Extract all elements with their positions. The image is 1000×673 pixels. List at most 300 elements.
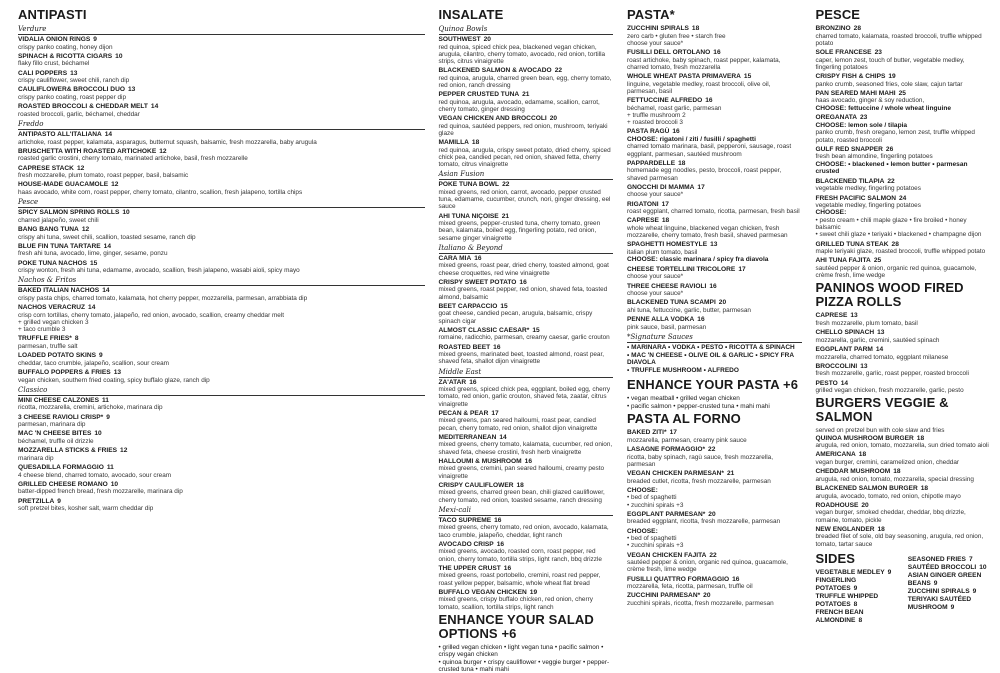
side-name: SEASONED FRIES: [907, 555, 966, 563]
item-description: breaded cutlet, ricotta, fresh mozzarelle, parmesan: [627, 477, 771, 485]
menu-item: [439, 327, 614, 342]
side-item: [816, 569, 894, 577]
item-price: 18: [691, 25, 700, 32]
item-price: 21: [501, 212, 510, 220]
item-description: crispy panko coating, roast pepper dip: [18, 93, 126, 101]
item-name: LASAGNE FORMAGGIO*: [627, 445, 706, 453]
item-name: PASTA RAGÙ: [627, 128, 670, 136]
menu-item: [439, 139, 614, 168]
item-price: 16: [709, 282, 717, 290]
item-price: 11: [106, 463, 114, 471]
item-name-line: [816, 49, 991, 57]
side-item: [816, 609, 894, 625]
menu-item: [627, 429, 802, 444]
item-price: 22: [554, 67, 563, 75]
subsection-title: Nachos & Fritos: [18, 276, 425, 286]
item-name: WHOLE WHEAT PASTA PRIMAVERA: [627, 73, 741, 80]
item-option: + taco crumble 3: [18, 326, 66, 334]
item-name: GULF RED SNAPPER: [815, 145, 883, 153]
menu-item: [18, 352, 425, 367]
item-price: 12: [120, 447, 128, 455]
item-name: CHOOSE:: [627, 486, 658, 494]
item-name-line: [627, 266, 802, 274]
menu-item: [439, 482, 614, 504]
item-option: CHOOSE: lemon sole / tilapia: [815, 121, 908, 129]
item-price: 19: [529, 588, 538, 596]
menu-item: [18, 481, 425, 496]
item-description: cheddar, taco crumble, jalapeño, scallion, sour cream: [18, 359, 169, 367]
item-description: marinara dip: [18, 454, 54, 462]
item-description: arugula, avocado, tomato, red onion, chipotle mayo: [815, 492, 961, 500]
item-name: NEW ENGLANDER: [815, 525, 875, 533]
menu-item: [627, 73, 802, 95]
item-name: CHEDDAR MUSHROOM: [815, 468, 891, 476]
menu-item: [627, 446, 802, 468]
sides-section: [816, 550, 991, 625]
menu-item: [627, 97, 802, 126]
item-price: 13: [113, 368, 122, 376]
item-price: 10: [115, 52, 123, 60]
item-price: 18: [678, 159, 686, 167]
side-price: 8: [858, 616, 863, 624]
item-name: CAPRESE STACK: [18, 164, 74, 172]
item-price: 22: [887, 177, 895, 185]
item-name: SPICY SALMON SPRING ROLLS: [18, 209, 120, 217]
item-name: MAC 'N CHEESE BITES: [18, 430, 92, 438]
item-name: THE UPPER CRUST: [438, 564, 501, 572]
item-description: pink sauce, basil, parmesan: [627, 323, 707, 331]
menu-item: [627, 511, 802, 526]
item-description: mixed greens, avocado, roasted corn, roast pepper, red onion, cherry tomato, tortilla strips, light ranch, bbq drizzle: [438, 548, 602, 563]
item-price: 16: [474, 254, 482, 262]
menu-item: [816, 146, 991, 176]
item-name: SOLE FRANCESE: [815, 49, 872, 56]
item-price: 15: [743, 73, 752, 80]
item-name-line: [627, 160, 802, 168]
item-name: QUINOA MUSHROOM BURGER: [815, 434, 914, 442]
item-name: FUSILLI DELL ORTOLANO: [627, 49, 711, 56]
item-description: arugula, red onion, tomato, mozzarella, special dressing: [815, 475, 974, 483]
item-price: 21: [726, 469, 735, 477]
item-description: maple teriyaki glaze, roasted broccoli, truffle whipped potato: [815, 248, 986, 256]
side-name: TERIYAKI SAUTÉED MUSHROOM: [907, 595, 972, 611]
item-option: CHOOSE: • blackened • lemon butter • parmesan crusted: [815, 160, 968, 176]
subsection-title: Classico: [18, 386, 425, 396]
menu-column: [627, 6, 802, 607]
menu-item: [18, 464, 425, 479]
item-price: 17: [661, 200, 669, 208]
item-name-line: [439, 517, 614, 525]
item-price: 17: [669, 429, 677, 437]
item-price: 18: [858, 451, 867, 459]
item-description: mozzarella, charred tomato, eggplant milanese: [815, 353, 949, 361]
item-description: mozzarella, parmesan, creamy pink sauce: [627, 436, 747, 444]
item-name-line: [18, 414, 425, 422]
item-name-line: [439, 541, 614, 549]
item-name: MINI CHEESE CALZONES: [18, 396, 99, 404]
item-description: mixed greens, cremini, pan seared halloumi, creamy pesto vinaigrette: [438, 465, 605, 480]
menu-item: [627, 160, 802, 182]
item-name-line: [18, 369, 425, 377]
item-description: soft pretzel bites, kosher salt, warm cheddar dip: [18, 505, 154, 513]
item-description: charred tomato marinara, basil, pepperoni, sausage, roast eggplant, parmesan, sautéed mushroom: [627, 143, 792, 158]
item-name-line: [627, 528, 802, 536]
sauces-list: [627, 344, 802, 374]
item-price: 13: [710, 241, 718, 249]
item-name: EGGPLANT PARMESAN*: [627, 510, 706, 518]
item-name-line: [816, 485, 991, 493]
menu-item: [18, 86, 425, 101]
item-price: 9: [106, 413, 110, 421]
menu-item: [816, 195, 991, 239]
item-description: red quinoa, spiced chick pea, blackened vegan chicken, arugula, cilantro, cherry tomato, avocado, red onion, tortilla strips, citrus vinaigrette: [438, 43, 606, 65]
item-name: OREGANATA: [815, 114, 858, 122]
menu-item: [816, 241, 991, 256]
item-name-line: [439, 565, 614, 573]
item-name: MEDITERRANEAN: [438, 433, 497, 441]
item-name: CAPRESE: [815, 312, 848, 320]
item-option: + truffle mushroom 2: [627, 111, 686, 119]
item-name: QUESADILLA FORMAGGIO: [18, 463, 104, 471]
item-name: THREE CHEESE RAVIOLI: [627, 282, 707, 290]
item-description: mixed greens, roast pear, dried cherry, toasted almond, goat cheese croquettes, red wine vinaigrette: [438, 262, 609, 277]
item-price: 20: [861, 501, 869, 509]
enhance-label: ENHANCE YOUR SALAD OPTIONS: [438, 611, 594, 641]
sauce-line: • MARINARA • VODKA • PESTO • RICOTTA & SPINACH: [627, 343, 795, 351]
item-description: red quinoa, arugula, charred green bean, egg, cherry tomato, red onion, ranch dressing: [438, 74, 612, 89]
menu-item: [627, 487, 802, 509]
item-name-line: [18, 86, 425, 94]
item-name-line: [816, 146, 991, 154]
item-price: 18: [516, 481, 524, 489]
menu-item: [627, 470, 802, 485]
enhance-title: [627, 378, 802, 392]
menu-item: [627, 201, 802, 216]
item-name: MAMILLA: [438, 139, 469, 147]
item-name-line: [816, 114, 991, 122]
item-name-line: [18, 226, 425, 234]
subsection-title: Verdure: [18, 25, 425, 35]
item-name-line: [439, 67, 614, 75]
menu-item: [627, 49, 802, 71]
menu-item: [18, 397, 425, 412]
item-name: LOADED POTATO SKINS: [18, 352, 97, 360]
item-name: ROADHOUSE: [815, 501, 859, 509]
item-description: mozzarella, feta, ricotta, parmesan, truffle oil: [627, 583, 753, 591]
item-description: grilled vegan chicken, fresh mozzarelle, garlic, pesto: [815, 387, 964, 395]
menu-item: [627, 25, 802, 47]
item-name-line: [18, 36, 425, 44]
menu-item: [627, 283, 802, 298]
item-option: • pesto cream • chili maple glaze • fire broiled • honey balsamic: [815, 216, 967, 232]
menu-item: [627, 552, 802, 574]
item-price: 20: [483, 36, 491, 43]
enhance-price: +6: [501, 625, 517, 641]
menu-item: [18, 414, 425, 429]
item-description: choose your sauce*: [627, 290, 684, 298]
item-name-line: [18, 103, 425, 111]
item-description: goat cheese, candied pecan, arugula, balsamic, crispy spinach cigar: [438, 310, 593, 325]
item-description: sautéed pepper & onion, organic red quinoa, guacamole, crème fresh, lime wedge: [815, 264, 977, 280]
item-name: VEGAN CHICKEN AND BROCCOLI: [438, 115, 547, 123]
subsection-title: Italiano & Beyond: [439, 244, 614, 254]
menu-item: [439, 434, 614, 456]
item-name-line: [18, 464, 425, 472]
side-item: [908, 596, 990, 612]
item-name: BANG BANG TUNA: [18, 225, 79, 233]
section-intro: served on pretzel bun with cole slaw and fries: [815, 427, 945, 435]
menu-item: [18, 430, 425, 445]
item-name-line: [439, 303, 614, 311]
menu-item: [627, 241, 802, 263]
item-description: charred jalapeño, sweet chili: [18, 216, 99, 224]
item-price: 13: [877, 329, 885, 337]
item-description: mixed greens, roast portobello, cremini, roast red pepper, roast yellow pepper, balsamic, whole wheat flat bread: [438, 572, 601, 587]
item-name-line: [18, 335, 425, 343]
item-name-line: [627, 184, 802, 192]
item-price: 28: [891, 240, 899, 248]
item-description: mixed greens, spiced chick pea, eggplant, boiled egg, cherry tomato, red onion, garlic crouton, shaved feta, zaatar, citrus vinaigrette: [438, 386, 611, 408]
item-name-line: [18, 304, 425, 312]
side-price: 9: [933, 579, 938, 587]
item-price: 23: [874, 49, 882, 56]
item-price: 16: [493, 343, 501, 351]
item-price: 10: [122, 209, 130, 217]
menu-item: [816, 329, 991, 344]
item-name: FETTUCCINE ALFREDO: [627, 97, 703, 104]
item-name-line: [627, 217, 802, 225]
sauce-line: • MAC 'N CHEESE • OLIVE OIL & GARLIC • SPICY FRA DIAVOLA: [627, 351, 794, 367]
item-description: breaded eggplant, ricotta, fresh mozzarelle, parmesan: [627, 518, 781, 526]
item-option: CHOOSE:: [815, 209, 847, 217]
item-description: béchamel, roast garlic, parmesan: [627, 104, 722, 112]
menu-item: [18, 304, 425, 333]
item-name-line: [439, 279, 614, 287]
menu-item: [627, 299, 802, 314]
item-name-line: [439, 36, 614, 44]
section-title: ANTIPASTI: [18, 7, 87, 22]
menu-item: [18, 260, 425, 275]
item-name-line: [816, 380, 991, 388]
item-description: vegan burger, smoked cheddar, cheddar, bbq drizzle, romaine, tomato, pickle: [815, 509, 966, 524]
item-name: BROCCOLINI: [815, 362, 858, 370]
side-price: 9: [853, 584, 858, 592]
item-name: BAKED ITALIAN NACHOS: [18, 287, 100, 295]
item-name-line: [627, 487, 802, 495]
menu-item: [439, 213, 614, 242]
item-name: BAKED ZITI*: [627, 429, 667, 437]
item-price: 12: [159, 147, 167, 155]
menu-item: [816, 312, 991, 327]
item-name-line: [627, 316, 802, 324]
menu-item: [439, 279, 614, 301]
item-name: CRISPY SWEET POTATO: [438, 278, 517, 286]
item-price: 14: [150, 103, 159, 111]
menu-item: [18, 148, 425, 163]
item-price: 9: [99, 352, 103, 360]
item-price: 12: [76, 164, 85, 172]
menu-item: [439, 36, 614, 65]
item-description: crispy cauliflower, sweet chili, ranch dip: [18, 77, 130, 85]
item-name-line: [439, 344, 614, 352]
item-description: roast eggplant, charred tomato, ricotta, parmesan, fresh basil: [627, 208, 800, 216]
item-name-line: [816, 195, 991, 203]
sides-left: [816, 550, 894, 625]
item-description: crisp corn tortillas, cherry tomato, jalapeño, red onion, avocado, scallion, creamy cheddar melt: [18, 311, 285, 319]
item-price: 13: [860, 362, 868, 370]
menu-item: [439, 458, 614, 480]
side-item: [816, 577, 894, 593]
item-price: 17: [697, 183, 705, 191]
item-price: 17: [738, 265, 746, 273]
item-price: 25: [873, 257, 882, 265]
item-price: 22: [502, 181, 510, 189]
item-name-line: [816, 257, 991, 265]
menu-item: [439, 379, 614, 408]
side-name: FINGERLING POTATOES: [815, 576, 857, 592]
item-name-line: [627, 552, 802, 560]
item-description: whole wheat linguine, blackened vegan chicken, fresh mozzarelle, cherry tomato, fresh basil, shaved parmesan: [627, 224, 788, 240]
section-title: BURGERS VEGGIE & SALMON: [815, 395, 949, 425]
item-description: mixed greens, charred green bean, chili glazed cauliflower, cherry tomato, red onion, toasted sesame, ranch dressing: [438, 489, 605, 504]
item-name-line: [18, 181, 425, 189]
menu-item: [18, 53, 425, 68]
side-name: ASIAN GINGER GREEN BEANS: [907, 571, 982, 587]
sides-right: [908, 550, 990, 625]
item-description: roasted broccoli, garlic, béchamel, cheddar: [18, 110, 140, 118]
item-name: BUFFALO POPPERS & FRIES: [18, 368, 111, 376]
item-name-line: [18, 430, 425, 438]
item-name-line: [627, 592, 802, 600]
item-description: ahi tuna, fettuccine, garlic, butter, parmesan: [627, 306, 751, 314]
item-name-line: [627, 201, 802, 209]
item-name: GRILLED CHEESE ROMANO: [18, 480, 108, 488]
item-description: mixed greens, red onion, carrot, avocado, pepper crusted tuna, edamame, cucumber, crunch, nori, ginger dressing, eel sauce: [438, 189, 611, 211]
item-name: AHI TUNA FAJITA: [815, 257, 871, 265]
item-name-line: [816, 502, 991, 510]
menu-item: [439, 565, 614, 587]
side-item: [908, 588, 990, 596]
side-name: TRUFFLE WHIPPED POTATOES: [815, 592, 879, 608]
item-name: ROASTED BEET: [438, 343, 491, 351]
item-price: 16: [519, 278, 527, 286]
item-description: haas avocado, white corn, roast pepper, cherry tomato, cilantro, scallion, fresh jalapeno, tortilla chips: [18, 188, 303, 196]
menu-item: [18, 226, 425, 241]
item-description: panko crumb, seasoned fries, cole slaw, cajun tartar: [815, 80, 963, 88]
enhance-line: • pacific salmon • pepper-crusted tuna • mahi mahi: [627, 402, 770, 410]
item-option: CHOOSE: classic marinara / spicy fra diavola: [627, 256, 769, 264]
item-name-line: [439, 410, 614, 418]
menu-item: [439, 255, 614, 277]
item-name-line: [18, 287, 425, 295]
menu-item: [439, 344, 614, 366]
menu-column: [815, 6, 991, 624]
item-name: GNOCCHI DI MAMMA: [627, 183, 695, 191]
sauce-line: • TRUFFLE MUSHROOM • ALFREDO: [627, 366, 739, 374]
item-name: SOUTHWEST: [438, 36, 481, 43]
item-name: TRUFFLE FRIES*: [18, 335, 72, 343]
item-description: charred tomato, kalamata, roasted broccoli, truffle whipped potato: [815, 32, 982, 47]
item-name: VEGAN CHICKEN PARMESAN*: [627, 469, 724, 477]
item-description: béchamel, truffle oil drizzle: [18, 437, 94, 445]
menu-column: [438, 6, 614, 673]
item-name: NACHOS VERACRUZ: [18, 304, 86, 312]
item-price: 22: [708, 445, 716, 453]
item-description: mixed greens, cherry tomato, red onion, avocado, kalamata, taco crumble, jalapeño, cheddar, light ranch: [438, 524, 609, 539]
item-name-line: [18, 498, 425, 506]
item-price: 15: [90, 259, 98, 267]
menu-item: [816, 346, 991, 361]
item-name-line: [627, 97, 802, 105]
menu-item: [627, 266, 802, 281]
item-name-line: [816, 241, 991, 249]
menu-item: [439, 410, 614, 432]
subsection-title: Middle East: [439, 368, 614, 378]
item-description: red quinoa, sautéed peppers, red onion, mushroom, teriyaki glaze: [438, 122, 608, 137]
item-name-line: [18, 209, 425, 217]
item-name-line: [816, 178, 991, 186]
item-price: 15: [500, 302, 508, 310]
item-description: batter-dipped french bread, fresh mozzarelle, marinara dip: [18, 488, 183, 496]
item-name-line: [627, 470, 802, 478]
side-price: 8: [853, 600, 858, 608]
item-option: CHOOSE: fettuccine / whole wheat linguine: [815, 104, 952, 112]
item-name: PEPPER CRUSTED TUNA: [438, 91, 520, 99]
item-description: arugula, red onion, tomato, mozzarella, sun dried tomato aioli: [815, 442, 989, 450]
item-option: • zucchini spirals +3: [627, 542, 684, 550]
menu-item: [816, 178, 991, 193]
item-name-line: [816, 526, 991, 534]
item-description: • bed of spaghetti: [627, 494, 677, 502]
menu-item: [439, 181, 614, 210]
menu-item: [627, 592, 802, 607]
item-price: 22: [709, 551, 717, 559]
item-name-line: [627, 25, 802, 33]
item-price: 28: [853, 25, 862, 32]
item-name-line: [439, 434, 614, 442]
menu-item: [816, 526, 991, 548]
menu-item: [18, 243, 425, 258]
item-description: ricotta, baby spinach, ragù sauce, fresh mozzarella, parmesan: [627, 453, 773, 468]
item-name-line: [18, 447, 425, 455]
enhance-line: • quinoa burger • crispy cauliflower • veggie burger • pepper-crusted tuna • mahi mahi: [438, 658, 610, 673]
item-description: sautéed pepper & onion, organic red quinoa, guacamole, crème fresh, lime wedge: [627, 559, 788, 574]
item-name-line: [18, 70, 425, 78]
section-title: PASTA*: [627, 7, 675, 22]
item-name-line: [627, 576, 802, 584]
item-description: mixed greens, roast pepper, red onion, shaved feta, toasted almond, balsamic: [438, 286, 608, 301]
menu-item: [816, 25, 991, 47]
item-price: 10: [94, 430, 102, 438]
item-name: BLUE FIN TUNA TARTARE: [18, 242, 101, 250]
item-price: 9: [57, 497, 61, 505]
item-price: 18: [877, 525, 885, 533]
item-price: 16: [713, 49, 721, 56]
item-name: PRETZILLA: [18, 497, 55, 505]
item-name-line: [816, 90, 991, 98]
item-description: red quinoa, arugula, crispy sweet potato, dried cherry, spiced chick pea, candied pecan, red onion, shaved fetta, cherry tomato, citrus vinaigrette: [438, 146, 611, 169]
side-name: SAUTÉED BROCCOLI: [907, 563, 977, 571]
item-price: 16: [469, 378, 477, 386]
item-name: PAN SEARED MAHI MAHI: [815, 89, 896, 97]
item-price: 18: [893, 468, 901, 476]
item-price: 14: [102, 287, 110, 295]
item-price: 11: [101, 396, 109, 404]
menu-item: [18, 36, 425, 51]
item-description: roast artichoke, baby spinach, roast pepper, kalamata, charred tomato, fresh mozzarella: [627, 56, 781, 71]
item-name: CHOOSE:: [627, 527, 658, 535]
side-price: 10: [979, 563, 987, 571]
